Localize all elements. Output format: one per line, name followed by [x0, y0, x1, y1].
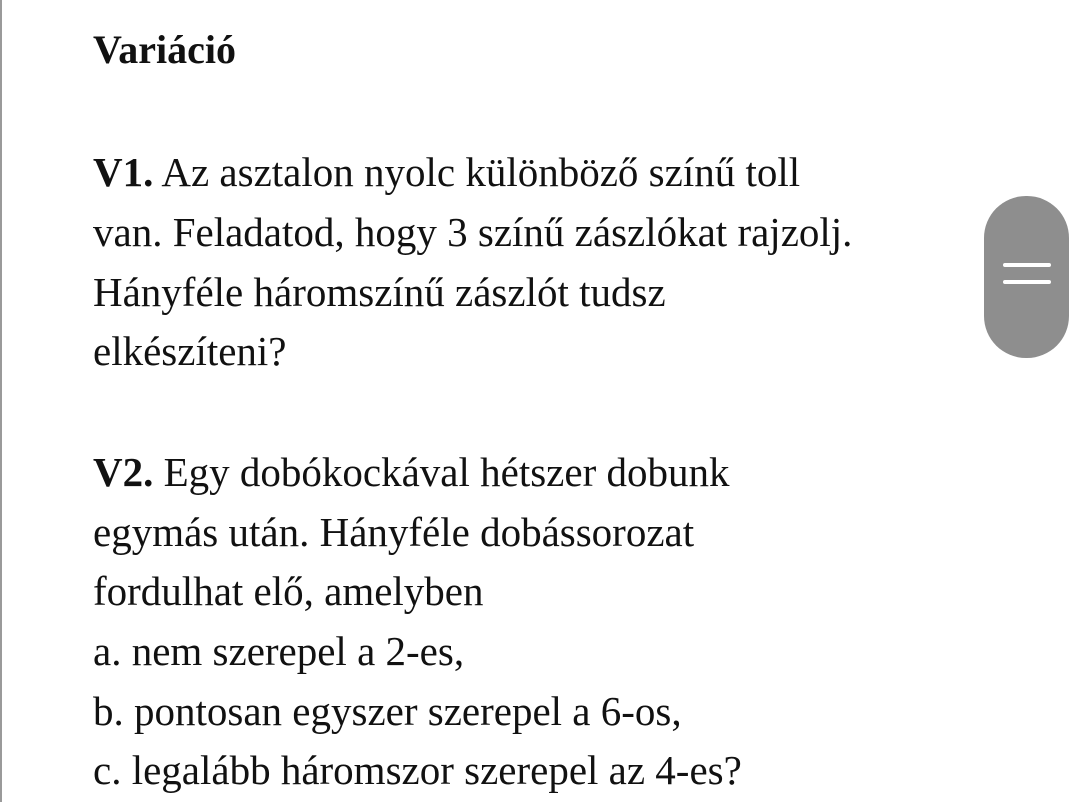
- problem-v2-label: V2.: [93, 449, 154, 495]
- problem-v2-item-a: a. nem szerepel a 2-es,: [93, 628, 465, 674]
- problem-v1-label: V1.: [93, 149, 154, 195]
- problem-v2-item-c: c. legalább háromszor szerepel az 4-es?: [93, 747, 742, 793]
- problem-v1-line-4: elkészíteni?: [93, 328, 287, 374]
- problem-v2-text-1: Egy dobókockával hétszer dobunk: [163, 449, 730, 495]
- problem-v2-item-b: b. pontosan egyszer szerepel a 6-os,: [93, 688, 682, 734]
- scroll-handle[interactable]: [984, 196, 1069, 358]
- drag-handle-line-bottom: [1003, 280, 1051, 284]
- page-left-border: [0, 0, 2, 802]
- problem-v1-line-1: [93, 148, 800, 196]
- drag-handle-line-top: [1003, 263, 1051, 267]
- problem-v1-line-2: van. Feladatod, hogy 3 színű zászlókat rajzolj.: [93, 209, 853, 255]
- problem-v2-line-1: [93, 448, 729, 496]
- page-title: Variáció: [93, 27, 236, 72]
- problem-v1-line-3: Hányféle háromszínű zászlót tudsz: [93, 269, 666, 315]
- problem-v2-line-2: egymás után. Hányféle dobássorozat: [93, 509, 695, 555]
- problem-v2-line-3: fordulhat elő, amelyben: [93, 568, 484, 614]
- problem-v1-text-1: Az asztalon nyolc különböző színű toll: [161, 149, 801, 195]
